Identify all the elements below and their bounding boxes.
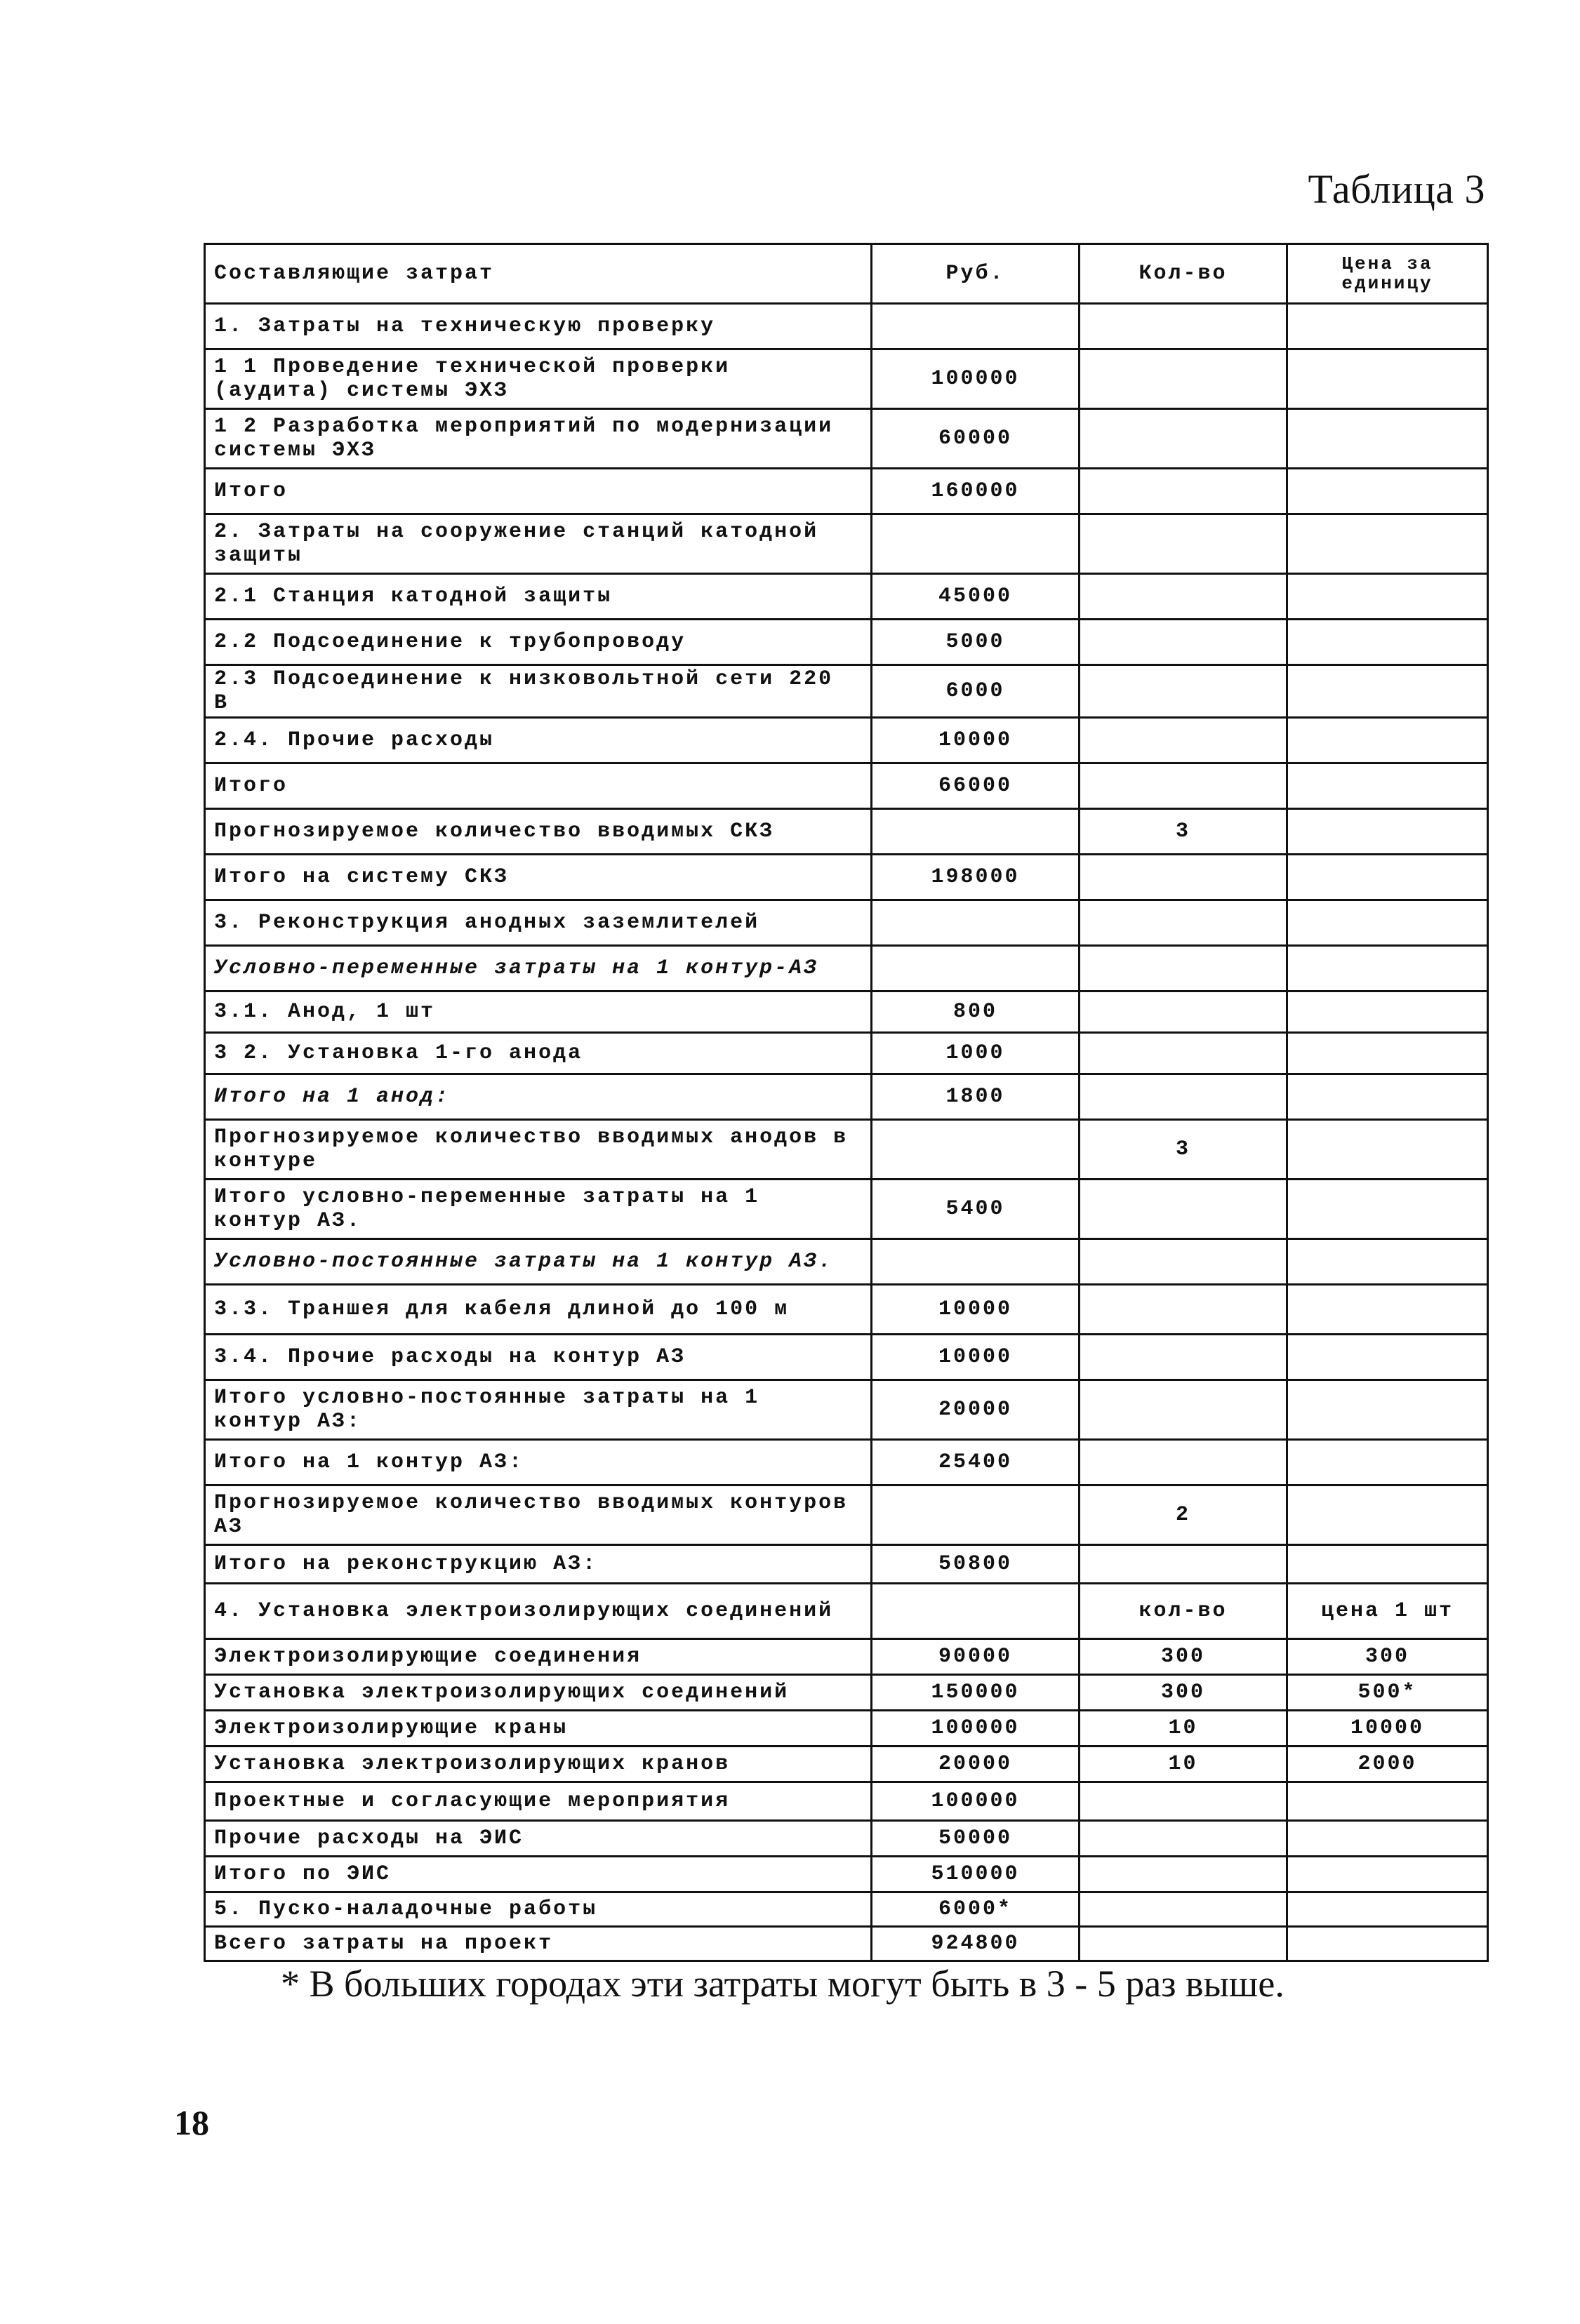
row-rub xyxy=(872,514,1080,574)
row-label: Итого xyxy=(205,469,872,514)
row-price xyxy=(1287,1857,1488,1892)
table-row xyxy=(205,1892,1488,1927)
table-row xyxy=(205,1285,1488,1335)
table-row xyxy=(205,349,1488,409)
row-qty xyxy=(1080,469,1287,514)
row-price: 2000 xyxy=(1287,1747,1488,1782)
row-label: 5. Пуско-наладочные работы xyxy=(205,1892,872,1927)
row-label: Итого на систему СКЗ xyxy=(205,855,872,900)
row-label: Прогнозируемое количество вводимых анодов в контуре xyxy=(205,1120,872,1180)
row-qty xyxy=(1080,1380,1287,1440)
row-label: 1 2 Разработка мероприятий по модернизации системы ЭХЗ xyxy=(205,409,872,469)
row-label: 4. Установка электроизолирующих соединений xyxy=(205,1584,872,1639)
row-qty: 300 xyxy=(1080,1639,1287,1675)
table-row xyxy=(205,1747,1488,1782)
row-rub: 10000 xyxy=(872,1335,1080,1380)
table-row xyxy=(205,620,1488,665)
row-qty xyxy=(1080,1821,1287,1857)
table-row xyxy=(205,1857,1488,1892)
row-qty xyxy=(1080,1335,1287,1380)
table-row xyxy=(205,1782,1488,1821)
row-rub: 50000 xyxy=(872,1821,1080,1857)
row-label: 3.3. Траншея для кабеля длиной до 100 м xyxy=(205,1285,872,1335)
row-label: 2. Затраты на сооружение станций катодной защиты xyxy=(205,514,872,574)
row-rub xyxy=(872,1485,1080,1545)
row-label: 1 1 Проведение технической проверки (аудита) системы ЭХЗ xyxy=(205,349,872,409)
row-label: 3.4. Прочие расходы на контур АЗ xyxy=(205,1335,872,1380)
row-label: Итого на 1 контур АЗ: xyxy=(205,1440,872,1485)
table-row xyxy=(205,1711,1488,1747)
table-row xyxy=(205,409,1488,469)
row-qty: 10 xyxy=(1080,1747,1287,1782)
row-qty: 2 xyxy=(1080,1485,1287,1545)
row-qty xyxy=(1080,409,1287,469)
row-price xyxy=(1287,1239,1488,1285)
row-rub: 100000 xyxy=(872,1711,1080,1747)
row-qty xyxy=(1080,349,1287,409)
row-qty xyxy=(1080,574,1287,620)
row-price xyxy=(1287,1180,1488,1239)
row-qty xyxy=(1080,1545,1287,1584)
row-price xyxy=(1287,620,1488,665)
row-price xyxy=(1287,1821,1488,1857)
row-label: Итого условно-переменные затраты на 1 контур АЗ. xyxy=(205,1180,872,1239)
row-label: 2.1 Станция катодной защиты xyxy=(205,574,872,620)
row-rub: 45000 xyxy=(872,574,1080,620)
row-qty xyxy=(1080,855,1287,900)
row-qty xyxy=(1080,1782,1287,1821)
table-row xyxy=(205,1675,1488,1711)
row-label: Установка электроизолирующих кранов xyxy=(205,1747,872,1782)
row-label: 3. Реконструкция анодных заземлителей xyxy=(205,900,872,946)
table-row xyxy=(205,809,1488,855)
table-row xyxy=(205,1821,1488,1857)
row-label: 1. Затраты на техническую проверку xyxy=(205,304,872,349)
row-rub: 198000 xyxy=(872,855,1080,900)
table-row xyxy=(205,1927,1488,1961)
row-qty xyxy=(1080,1440,1287,1485)
row-rub: 90000 xyxy=(872,1639,1080,1675)
row-label: 2.2 Подсоединение к трубопроводу xyxy=(205,620,872,665)
table-row xyxy=(205,1440,1488,1485)
row-label: 3 2. Установка 1-го анода xyxy=(205,1033,872,1074)
row-rub: 1800 xyxy=(872,1074,1080,1120)
table-row xyxy=(205,1545,1488,1584)
table-row xyxy=(205,1120,1488,1180)
row-price xyxy=(1287,1782,1488,1821)
row-rub xyxy=(872,809,1080,855)
row-qty xyxy=(1080,991,1287,1033)
row-label: Электроизолирующие краны xyxy=(205,1711,872,1747)
row-label: Установка электроизолирующих соединений xyxy=(205,1675,872,1711)
row-qty xyxy=(1080,1074,1287,1120)
row-price xyxy=(1287,1120,1488,1180)
row-price xyxy=(1287,718,1488,763)
row-rub xyxy=(872,1239,1080,1285)
table-row xyxy=(205,763,1488,809)
header-component: Составляющие затрат xyxy=(205,244,872,304)
row-rub: 100000 xyxy=(872,1782,1080,1821)
row-label: Электроизолирующие соединения xyxy=(205,1639,872,1675)
row-qty xyxy=(1080,1892,1287,1927)
row-rub: 66000 xyxy=(872,763,1080,809)
table-header-row xyxy=(205,244,1488,304)
row-rub: 160000 xyxy=(872,469,1080,514)
row-label: 2.3 Подсоединение к низковольтной сети 220 В xyxy=(205,665,872,718)
row-price xyxy=(1287,1927,1488,1961)
row-price xyxy=(1287,946,1488,991)
row-qty xyxy=(1080,1033,1287,1074)
row-label: Всего затраты на проект xyxy=(205,1927,872,1961)
row-price xyxy=(1287,1545,1488,1584)
row-qty xyxy=(1080,1927,1287,1961)
table-body xyxy=(205,304,1488,1961)
row-price xyxy=(1287,991,1488,1033)
header-unit-price: Цена за единицу xyxy=(1287,244,1488,304)
table-row xyxy=(205,514,1488,574)
table-row xyxy=(205,665,1488,718)
row-rub: 510000 xyxy=(872,1857,1080,1892)
row-rub: 1000 xyxy=(872,1033,1080,1074)
row-qty xyxy=(1080,763,1287,809)
table-row xyxy=(205,1335,1488,1380)
row-rub: 6000 xyxy=(872,665,1080,718)
row-rub xyxy=(872,1120,1080,1180)
row-price xyxy=(1287,855,1488,900)
row-label: Прогнозируемое количество вводимых СКЗ xyxy=(205,809,872,855)
table-row xyxy=(205,574,1488,620)
row-price xyxy=(1287,1892,1488,1927)
row-price xyxy=(1287,1074,1488,1120)
row-qty xyxy=(1080,304,1287,349)
row-rub: 20000 xyxy=(872,1747,1080,1782)
row-qty: кол-во xyxy=(1080,1584,1287,1639)
row-label: Итого на реконструкцию АЗ: xyxy=(205,1545,872,1584)
table-row xyxy=(205,1485,1488,1545)
table-row xyxy=(205,900,1488,946)
row-price xyxy=(1287,1033,1488,1074)
table-row xyxy=(205,1074,1488,1120)
row-qty xyxy=(1080,900,1287,946)
row-price xyxy=(1287,809,1488,855)
row-qty xyxy=(1080,718,1287,763)
row-label: Условно-переменные затраты на 1 контур-АЗ xyxy=(205,946,872,991)
header-qty: Кол-во xyxy=(1080,244,1287,304)
row-rub: 924800 xyxy=(872,1927,1080,1961)
row-label: 3.1. Анод, 1 шт xyxy=(205,991,872,1033)
table-row xyxy=(205,718,1488,763)
row-price xyxy=(1287,900,1488,946)
row-price: цена 1 шт xyxy=(1287,1584,1488,1639)
row-rub: 10000 xyxy=(872,718,1080,763)
footnote: * В больших городах эти затраты могут быть в 3 - 5 раз выше. xyxy=(281,1963,1284,2005)
row-rub: 5000 xyxy=(872,620,1080,665)
row-qty xyxy=(1080,1285,1287,1335)
row-rub: 150000 xyxy=(872,1675,1080,1711)
row-rub: 5400 xyxy=(872,1180,1080,1239)
row-label: Проектные и согласующие мероприятия xyxy=(205,1782,872,1821)
row-rub: 50800 xyxy=(872,1545,1080,1584)
row-rub xyxy=(872,946,1080,991)
page-number: 18 xyxy=(174,2103,209,2142)
table-row xyxy=(205,1584,1488,1639)
row-price xyxy=(1287,514,1488,574)
cost-table xyxy=(204,243,1489,1962)
row-qty: 300 xyxy=(1080,1675,1287,1711)
row-rub: 100000 xyxy=(872,349,1080,409)
row-price: 10000 xyxy=(1287,1711,1488,1747)
row-price: 500* xyxy=(1287,1675,1488,1711)
row-label: Итого xyxy=(205,763,872,809)
row-rub xyxy=(872,1584,1080,1639)
row-rub: 10000 xyxy=(872,1285,1080,1335)
row-qty xyxy=(1080,665,1287,718)
row-price xyxy=(1287,1335,1488,1380)
row-qty xyxy=(1080,620,1287,665)
table-row xyxy=(205,1180,1488,1239)
row-label: Итого условно-постоянные затраты на 1 контур АЗ: xyxy=(205,1380,872,1440)
row-label: Прочие расходы на ЭИС xyxy=(205,1821,872,1857)
table-row xyxy=(205,469,1488,514)
row-price xyxy=(1287,469,1488,514)
row-price: 300 xyxy=(1287,1639,1488,1675)
row-rub: 20000 xyxy=(872,1380,1080,1440)
table-caption: Таблица 3 xyxy=(1308,166,1485,212)
row-label: Прогнозируемое количество вводимых контуров АЗ xyxy=(205,1485,872,1545)
row-price xyxy=(1287,349,1488,409)
row-qty: 10 xyxy=(1080,1711,1287,1747)
table-row xyxy=(205,304,1488,349)
table-row xyxy=(205,946,1488,991)
row-price xyxy=(1287,304,1488,349)
table-row xyxy=(205,1639,1488,1675)
row-qty xyxy=(1080,514,1287,574)
row-qty: 3 xyxy=(1080,809,1287,855)
row-label: Итого на 1 анод: xyxy=(205,1074,872,1120)
row-label: Условно-постоянные затраты на 1 контур АЗ. xyxy=(205,1239,872,1285)
header-rub: Руб. xyxy=(872,244,1080,304)
row-price xyxy=(1287,1380,1488,1440)
table-row xyxy=(205,1033,1488,1074)
row-rub xyxy=(872,304,1080,349)
row-rub: 6000* xyxy=(872,1892,1080,1927)
row-price xyxy=(1287,1440,1488,1485)
table-row xyxy=(205,1239,1488,1285)
row-label: 2.4. Прочие расходы xyxy=(205,718,872,763)
row-qty xyxy=(1080,1180,1287,1239)
row-label: Итого по ЭИС xyxy=(205,1857,872,1892)
table-row xyxy=(205,991,1488,1033)
row-rub: 60000 xyxy=(872,409,1080,469)
row-rub xyxy=(872,900,1080,946)
row-qty: 3 xyxy=(1080,1120,1287,1180)
row-rub: 800 xyxy=(872,991,1080,1033)
row-price xyxy=(1287,763,1488,809)
table-row xyxy=(205,1380,1488,1440)
row-price xyxy=(1287,665,1488,718)
table-row xyxy=(205,855,1488,900)
row-qty xyxy=(1080,1857,1287,1892)
row-price xyxy=(1287,1485,1488,1545)
row-rub: 25400 xyxy=(872,1440,1080,1485)
row-qty xyxy=(1080,1239,1287,1285)
row-price xyxy=(1287,409,1488,469)
row-price xyxy=(1287,1285,1488,1335)
row-price xyxy=(1287,574,1488,620)
row-qty xyxy=(1080,946,1287,991)
